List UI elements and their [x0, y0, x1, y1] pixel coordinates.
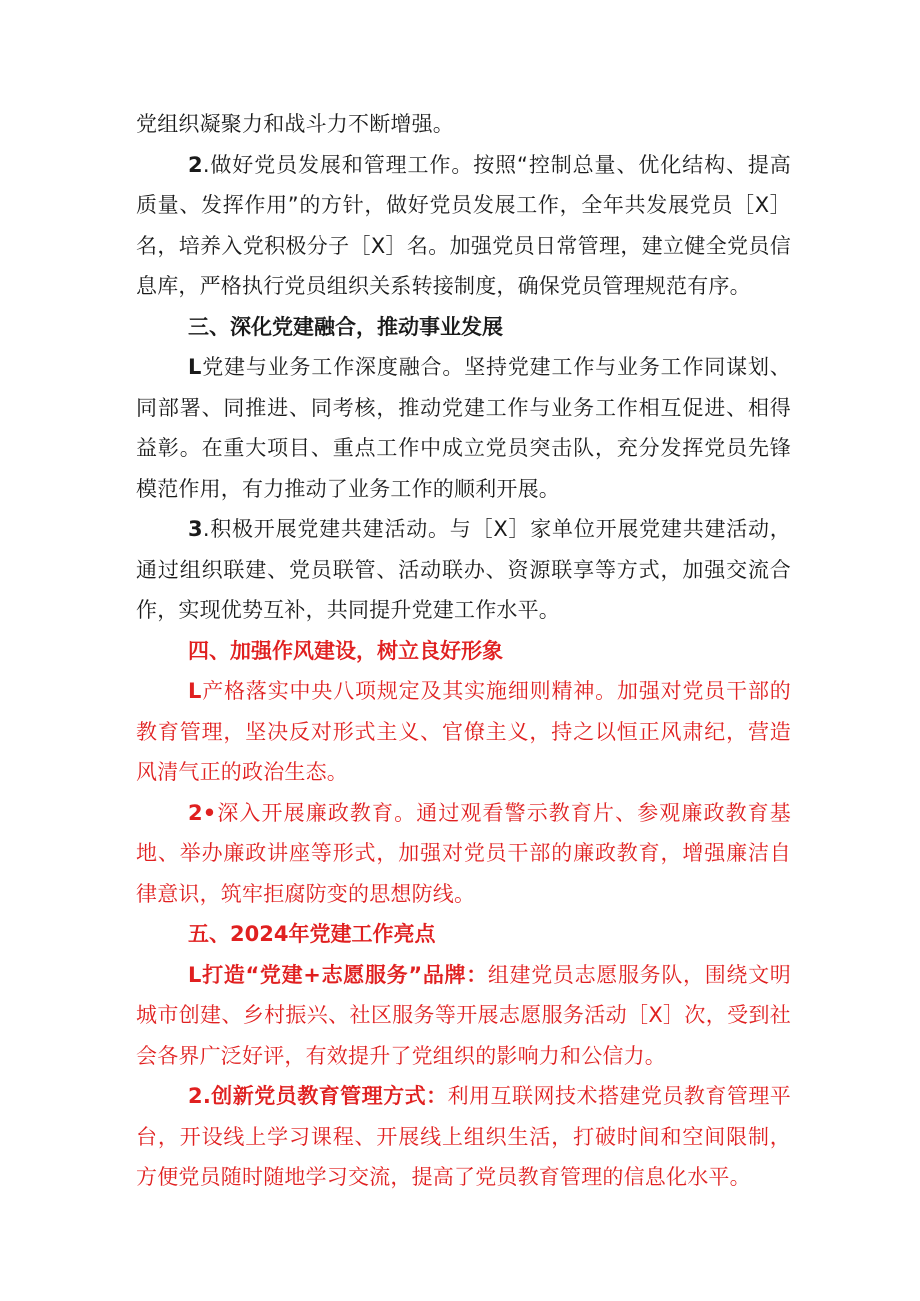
item-number: L — [188, 679, 202, 703]
paragraph-text: 按照“控制总量、优化结构、提高质量、发挥作用”的方针，做好党员发展工作，全年共发展党员［X］名，培养入党积极分子［X］名。加强党员日常管理，建立健全党员信息库，严格执行党员组织关系转接制度，确保党员管理规范有序。 — [136, 152, 791, 298]
paragraph-business-integration — [136, 347, 791, 509]
item-number: L — [188, 962, 202, 987]
paragraph-text: 利用互联网技术搭建党员教育管理平台，开设线上学习课程、开展线上组织生活，打破时间和空间限制，方便党员随时随地学习交流，提高了党员教育管理的信息化水平。 — [136, 1084, 791, 1189]
paragraph-text: 与［X］家单位开展党建共建活动，通过组织联建、党员联管、活动联办、资源联享等方式，加强交流合作，实现优势互补，共同提升党建工作水平。 — [136, 517, 792, 622]
item-lead: 深入开展廉政教育。 — [216, 800, 417, 825]
paragraph-text: 党组织凝聚力和战斗力不断增强。 — [136, 112, 454, 136]
paragraph-joint-building — [136, 509, 791, 631]
paragraph-text: 加强对党员干部的教育管理，坚决反对形式主义、官僚主义，持之以恒正风肃纪，营造风清气正的政治生态。 — [136, 679, 791, 784]
paragraph-education-innovation — [136, 1076, 791, 1198]
item-lead: 产格落实中央八项规定及其实施细则精神。 — [201, 679, 617, 703]
item-lead: .做好党员发展和管理工作。 — [202, 152, 474, 177]
section-heading-4: 四、加强作风建设，树立良好形象 — [188, 638, 503, 663]
paragraph-party-member-development — [136, 145, 791, 307]
item-number: 2 — [188, 152, 203, 177]
section-heading-5: 五、2024年党建工作亮点 — [188, 922, 436, 946]
paragraph-text: 坚持党建工作与业务工作同谋划、同部署、同推进、同考核，推动党建工作与业务工作相互促进、相得益彰。在重大项目、重点工作中成立党员突击队，充分发挥党员先锋模范作用，有力推动了业务工作的顺利开展。 — [136, 355, 792, 501]
paragraph-integrity-education — [136, 793, 791, 915]
paragraph-eight-regulations — [136, 671, 791, 793]
paragraph-text: 组建党员志愿服务队，围绕文明城市创建、乡村振兴、社区服务等开展志愿服务活动［X］次，受到社会各界广泛好评，有效提升了党组织的影响力和公信力。 — [136, 962, 791, 1068]
item-number: 3 — [188, 517, 203, 541]
item-lead: 党建与业务工作深度融合。 — [201, 355, 465, 379]
item-number: L — [188, 355, 202, 379]
paragraph-volunteer-brand — [136, 955, 791, 1077]
item-lead: 打造“党建+志愿服务”品牌： — [201, 962, 488, 987]
section-heading-3: 三、深化党建融合，推动事业发展 — [188, 314, 503, 339]
item-lead: .创新党员教育管理方式： — [202, 1084, 448, 1108]
item-lead: .积极开展党建共建活动。 — [202, 517, 450, 541]
paragraph-text: 通过观看警示教育片、参观廉政教育基地、举办廉政讲座等形式，加强对党员干部的廉政教育，增强廉洁自律意识，筑牢拒腐防变的思想防线。 — [136, 800, 791, 906]
item-number: 2• — [188, 800, 217, 825]
item-number: 2 — [188, 1084, 203, 1108]
document-body — [136, 104, 791, 1198]
paragraph-continuation — [136, 104, 791, 145]
